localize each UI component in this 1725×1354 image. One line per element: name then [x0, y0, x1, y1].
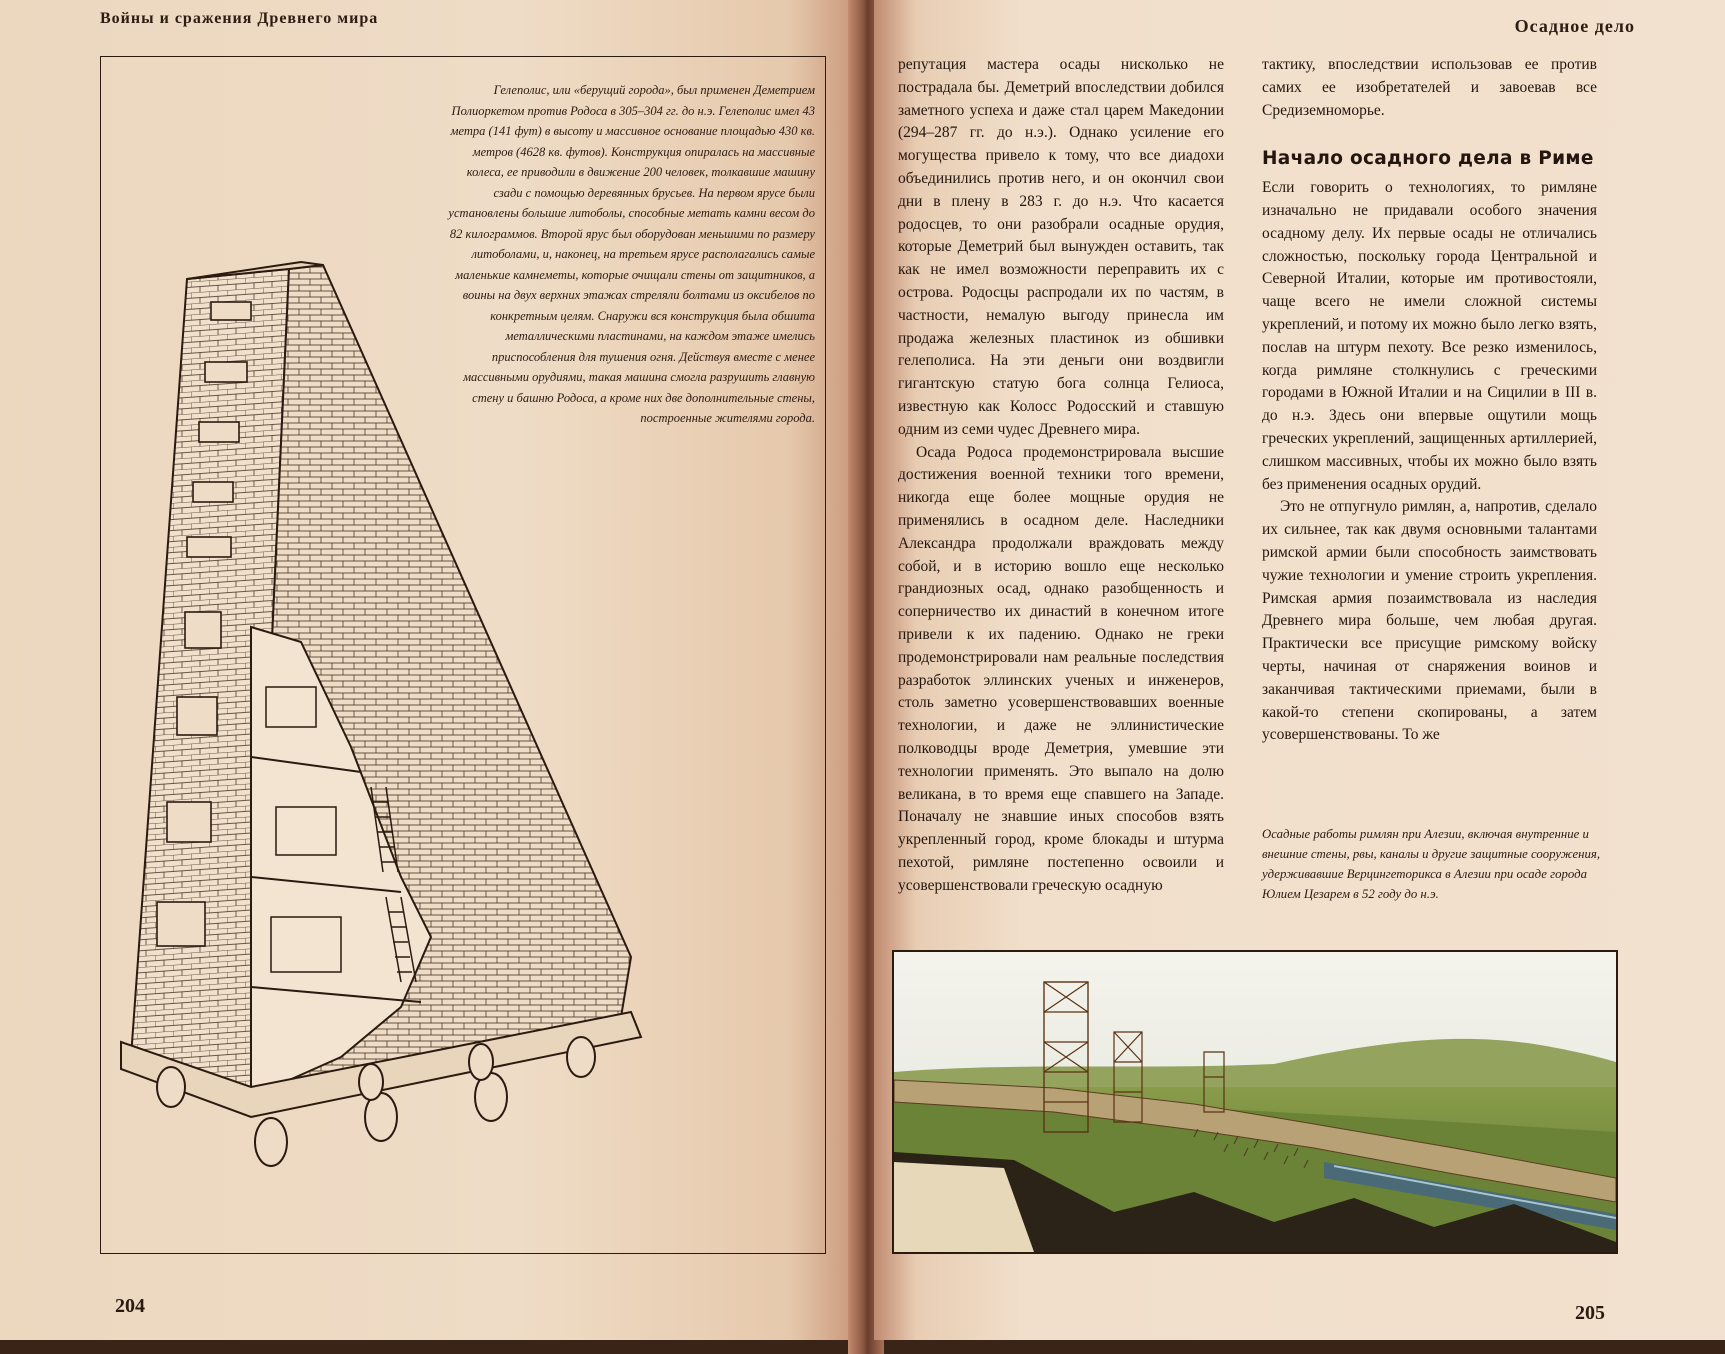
paragraph: Осада Родоса продемонстрировала высшие достижения военной техники того времени, никогда еще более мощные орудия не применялись в осадном деле. Наследники Александра продолжали враждовать между собой, и в историю вошло еще несколько грандиозных осад, однако разобщенность и соперничество их династий в конечном итоге привели к их падению. Однако не греки продемонстрировали нам реальные последствия разработок эллинских ученых и инженеров, столь заметно усовершенствовавших военные технологии, и даже не эллинистические полководцы вроде Деметрия, умевшие эти технологии применять. Это выпало на долю великана, в то время еще спавшего на Западе. Поначалу не знавшие иных способов взять укрепленный город, кроме блокады и штурма пехотой, римляне постепенно освоили и усовершенствовали греческую осадную [898, 443, 1224, 894]
left-running-head: Войны и сражения Древнего мира [100, 10, 379, 27]
text-column-2 [1262, 54, 1597, 747]
right-page-number: 205 [1575, 1302, 1605, 1324]
right-page [874, 0, 1725, 1340]
paragraph: репутация мастера осады нисколько не пострадала бы. Деметрий впоследствии добился заметного успеха и даже стал царем Македонии (294–287 гг. до н.э.). Однако усиление его могущества привело к тому, что все диадохи объединились против него, и он окончил свои дни в плену в 283 г. до н.э. Что касается родосцев, то они разобрали осадные орудия, которые Деметрий был вынужден оставить, так как не имел возможности переправить их с острова. Родосцы распродали их по частям, в частности, немалую выгоду принесла им продажа железных пластинок из обшивки гелеполиса. На эти деньги они воздвигли гигантскую статую бога солнца Гелиоса, известную как Колосс Родосский и ставшую одним из семи чудес Древнего мира. [898, 56, 1224, 438]
helepolis-caption: Гелеполис, или «берущий города», был применен Деметрием Полиоркетом против Родоса в 305–304 гг. до н.э. Гелеполис имел 43 метра (141 фут) в высоту и массивное основание площадью 430 кв. метров (4628 кв. футов). Конструкция опиралась на массивные колеса, ее приводили в движение 200 человек, толкавшие машину сзади с помощью деревянных брусьев. На первом ярусе были установлены большие литоболы, способные метать камни весом до 82 килограммов. Второй ярус был оборудован меньшими по размеру литоболами, и, наконец, на третьем ярусе располагались самые маленькие камнеметы, которые очищали стены от защитников, а воины на двух верхних этажах стреляли болтами из оксибелов по конкретным целям. Снаружи вся конструкция была обшита металлическими пластинами, на каждом этаже имелись приспособления для тушения огня. Действуя вместе с менее массивными орудиями, такая машина смогла разрушить главную стену и башню Родоса, а кроме них две дополнительные стены, построенные жителями города. [448, 83, 815, 425]
alesia-caption: Осадные работы римлян при Алезии, включая внутренние и внешние стены, рвы, каналы и другие защитные сооружения, удерживавшие Верцингеторикса в Алезии при осаде города Юлием Цезарем в 52 году до н.э. [1262, 827, 1601, 901]
paragraph: Если говорить о технологиях, то римляне изначально не придавали особого значения осадному делу. Их первые осады не отличались сложностью, поскольку города Центральной и Северной Италии, которые им противостояли, чаще всего не имели сложной системы укреплений, и потому их можно было легко взять, послав на штурм пехоту. Все резко изменилось, когда римляне столкнулись с греческими городами в Южной Италии и на Сицилии в III в. до н.э. Здесь они впервые ощутили мощь греческих укреплений, защищенных артиллерией, слишком массивных, чтобы их можно было взять без применения осадных орудий. [1262, 179, 1597, 493]
left-page [0, 0, 858, 1340]
left-page-number: 204 [115, 1295, 145, 1317]
text-column-1 [898, 54, 1224, 897]
alesia-siege-works-illustration [892, 950, 1618, 1254]
section-heading: Начало осадного дела в Риме [1262, 148, 1594, 170]
paragraph: Это не отпугнуло римлян, а, напротив, сделало их сильнее, так как двумя основными талантами римской армии были способность заимствовать чужие технологии и умение строить укрепления. Римская армия позаимствовала из наследия Древнего мира больше, чем любая другая. Практически все присущие римскому войску черты, начиная от снаряжения воинов и заканчивая тактическими приемами, были в какой-то степени скопированы, а затем усовершенствованы. То же [1262, 498, 1597, 744]
alesia-painting [894, 952, 1616, 1252]
paragraph: тактику, впоследствии использовав ее против самих ее изобретателей и завоевав все Средиземноморье. [1262, 56, 1597, 119]
right-running-head: Осадное дело [1514, 16, 1635, 36]
